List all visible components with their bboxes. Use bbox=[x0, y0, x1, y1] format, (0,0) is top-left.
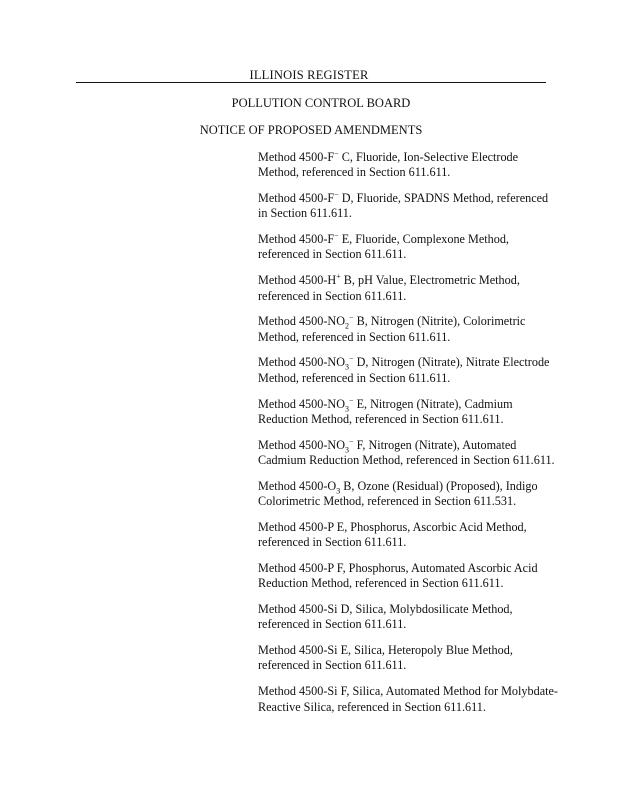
method-item bbox=[258, 397, 558, 428]
method-subscript: 2 bbox=[345, 321, 349, 331]
method-subscript: 3 bbox=[336, 486, 341, 496]
method-text-rest: E, Fluoride, Complexone Method, referenced in Section 611.611. bbox=[258, 232, 509, 262]
method-text: Method 4500-O bbox=[258, 478, 337, 493]
method-item bbox=[258, 355, 558, 386]
method-text: Method 4500-F bbox=[258, 191, 335, 206]
method-item bbox=[258, 191, 558, 222]
method-item bbox=[258, 273, 558, 304]
method-text-rest: B, Ozone (Residual) (Proposed), Indigo Colorimetric Method, referenced in Section 611.531. bbox=[258, 478, 538, 509]
method-text-rest: D, Nitrogen (Nitrate), Nitrate Electrode Method, referenced in Section 611.611. bbox=[258, 355, 550, 385]
method-item bbox=[258, 643, 558, 674]
method-superscript: − bbox=[334, 231, 339, 241]
method-subscript: 3 bbox=[345, 445, 349, 455]
method-subscript: 3 bbox=[345, 362, 349, 372]
method-item bbox=[258, 438, 558, 469]
method-text: Method 4500-P E, Phosphorus, Ascorbic Acid Method, referenced in Section 611.611. bbox=[258, 519, 527, 550]
method-item bbox=[258, 314, 558, 345]
method-superscript: − bbox=[349, 436, 354, 446]
method-text: Method 4500-F bbox=[258, 232, 335, 247]
method-text-rest: F, Nitrogen (Nitrate), Automated Cadmium Reduction Method, referenced in Section 611.611. bbox=[258, 437, 555, 467]
method-text-rest: B, Nitrogen (Nitrite), Colorimetric Method, referenced in Section 611.611. bbox=[258, 314, 526, 344]
notice-title: NOTICE OF PROPOSED AMENDMENTS bbox=[199, 123, 423, 137]
header-rule bbox=[76, 82, 546, 83]
method-text: Method 4500-NO bbox=[258, 314, 345, 329]
method-list bbox=[258, 150, 558, 725]
method-text: Method 4500-Si E, Silica, Heteropoly Blue Method, referenced in Section 611.611. bbox=[258, 643, 513, 673]
method-text: Method 4500-NO bbox=[258, 396, 345, 411]
method-superscript: − bbox=[334, 148, 339, 158]
method-text-rest: D, Fluoride, SPADNS Method, referenced in Section 611.611. bbox=[258, 191, 549, 221]
register-title: ILLINOIS REGISTER bbox=[249, 68, 369, 82]
method-superscript: − bbox=[334, 190, 339, 200]
method-item bbox=[258, 561, 558, 592]
method-text: Method 4500-NO bbox=[258, 355, 345, 370]
method-item bbox=[258, 232, 558, 263]
method-item bbox=[258, 520, 558, 551]
method-superscript: − bbox=[349, 313, 354, 323]
agency-name: POLLUTION CONTROL BOARD bbox=[231, 96, 411, 110]
method-item bbox=[258, 602, 558, 633]
method-item bbox=[258, 479, 558, 510]
method-text-rest: B, pH Value, Electrometric Method, referenced in Section 611.611. bbox=[258, 273, 520, 303]
method-text-rest: C, Fluoride, Ion-Selective Electrode Method, referenced in Section 611.611. bbox=[258, 150, 519, 180]
method-superscript: − bbox=[349, 354, 354, 364]
method-text: Method 4500-Si F, Silica, Automated Method for Molybdate-Reactive Silica, referenced in Section 611.611. bbox=[258, 684, 558, 714]
method-text: Method 4500-F bbox=[258, 150, 335, 164]
method-text: Method 4500-P F, Phosphorus, Automated Ascorbic Acid Reduction Method, referenced in Section 611.611. bbox=[258, 560, 538, 591]
method-text: Method 4500-Si D, Silica, Molybdosilicate Method, referenced in Section 611.611. bbox=[258, 602, 513, 632]
method-superscript: + bbox=[336, 272, 341, 282]
method-superscript: − bbox=[349, 395, 354, 405]
method-item bbox=[258, 150, 558, 181]
method-text-rest: E, Nitrogen (Nitrate), Cadmium Reduction Method, referenced in Section 611.611. bbox=[258, 396, 513, 426]
method-subscript: 3 bbox=[345, 404, 349, 413]
method-item bbox=[258, 684, 558, 715]
method-text: Method 4500-NO bbox=[258, 437, 345, 452]
method-text: Method 4500-H bbox=[258, 273, 337, 288]
